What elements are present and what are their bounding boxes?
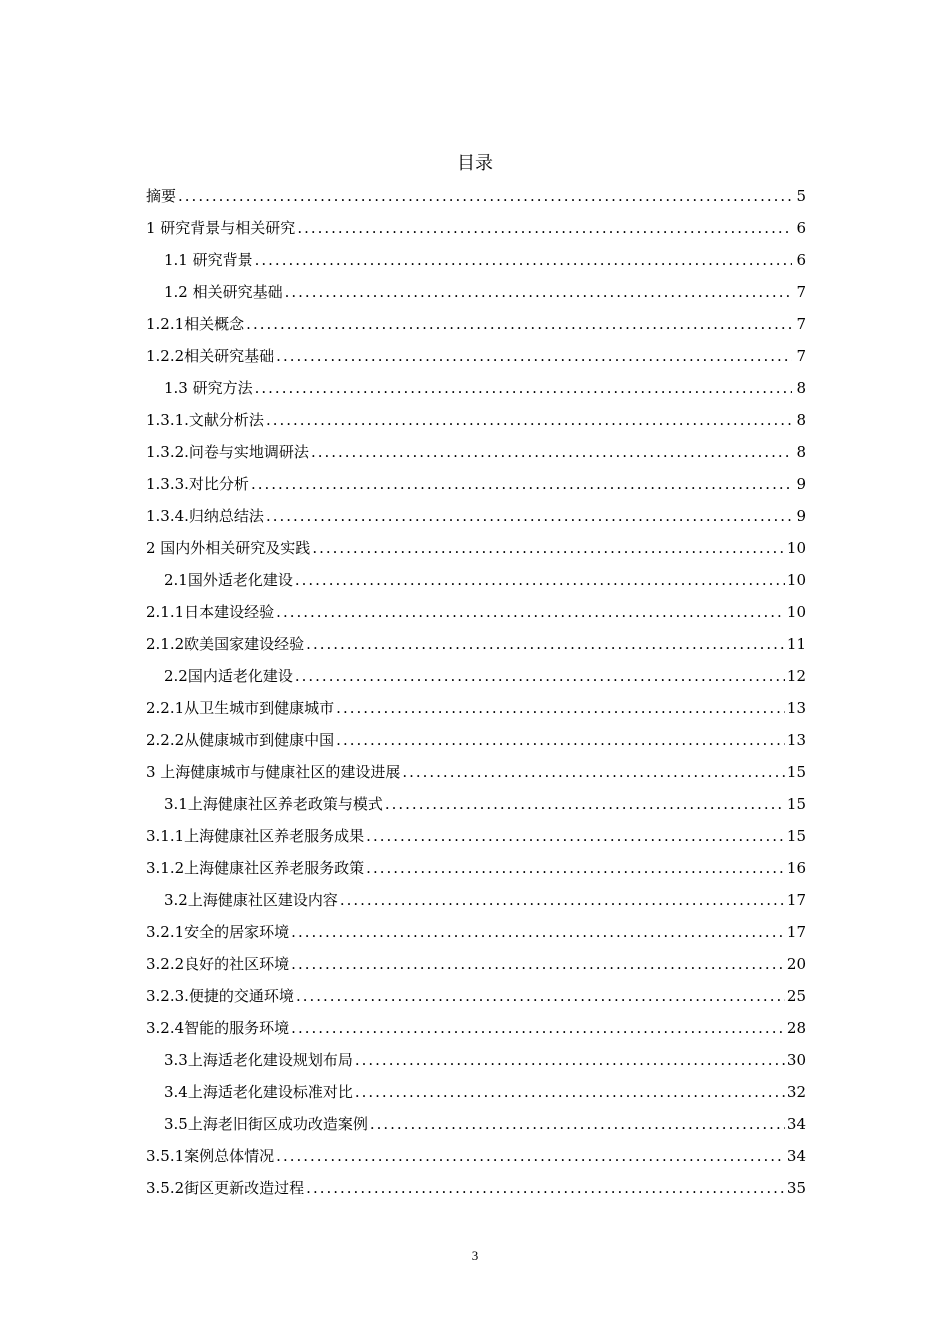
toc-entry-text: 2.2.2从健康城市到健康中国 — [146, 731, 335, 749]
toc-entry-text: 3.2.4智能的服务环境 — [146, 1019, 290, 1037]
toc-dot-leader — [296, 980, 785, 1012]
toc-entry[interactable] — [146, 180, 806, 212]
toc-dot-leader — [355, 1076, 785, 1108]
toc-entry-text: 1.3.1.文献分析法 — [146, 411, 264, 429]
toc-dot-leader — [246, 308, 792, 340]
toc-entry-page: 17 — [786, 923, 806, 941]
toc-dot-leader — [266, 404, 792, 436]
toc-entry[interactable] — [146, 1140, 806, 1172]
toc-dot-leader — [266, 500, 792, 532]
toc-entry-page: 10 — [786, 571, 806, 589]
toc-dot-leader — [340, 884, 785, 916]
toc-dot-leader — [366, 852, 785, 884]
toc-dot-leader — [251, 468, 792, 500]
toc-entry-text: 1.2.1相关概念 — [146, 315, 245, 333]
toc-dot-leader — [291, 916, 785, 948]
toc-dot-leader — [255, 372, 792, 404]
toc-dot-leader — [291, 948, 785, 980]
toc-entry[interactable] — [146, 596, 806, 628]
toc-entry-text: 3.4上海适老化建设标准对比 — [164, 1083, 353, 1101]
toc-entry-page: 35 — [786, 1179, 806, 1197]
toc-entry[interactable] — [146, 692, 806, 724]
toc-dot-leader — [336, 724, 785, 756]
toc-dot-leader — [312, 532, 785, 564]
toc-dot-leader — [276, 1140, 785, 1172]
toc-entry-page: 34 — [786, 1147, 806, 1165]
toc-dot-leader — [178, 180, 792, 212]
toc-entry[interactable] — [146, 660, 806, 692]
toc-entry[interactable] — [146, 372, 806, 404]
toc-entry[interactable] — [146, 1076, 806, 1108]
toc-entry[interactable] — [146, 276, 806, 308]
toc-entry[interactable] — [146, 980, 806, 1012]
toc-entry[interactable] — [146, 404, 806, 436]
toc-dot-leader — [291, 1012, 785, 1044]
toc-entry-page: 11 — [786, 635, 806, 653]
toc-entry-page: 28 — [786, 1019, 806, 1037]
toc-entry-text: 3.2.1安全的居家环境 — [146, 923, 290, 941]
toc-entry-page: 15 — [786, 795, 806, 813]
toc-entry-text: 2.2国内适老化建设 — [164, 667, 293, 685]
page-number: 3 — [471, 1248, 479, 1263]
toc-dot-leader — [295, 660, 785, 692]
toc-entry[interactable] — [146, 1012, 806, 1044]
toc-dot-leader — [385, 788, 785, 820]
toc-entry-text: 2.2.1从卫生城市到健康城市 — [146, 699, 335, 717]
toc-dot-leader — [297, 212, 792, 244]
toc-entry-text: 1.3.3.对比分析 — [146, 475, 249, 493]
toc-entry-text: 摘要 — [146, 187, 177, 205]
toc-entry-text: 1.2 相关研究基础 — [164, 283, 283, 301]
toc-entry-page: 25 — [786, 987, 806, 1005]
toc-entry-text: 1.1 研究背景 — [164, 251, 253, 269]
toc-entry-text: 3.1.2上海健康社区养老服务政策 — [146, 859, 365, 877]
toc-entry-text: 2 国内外相关研究及实践 — [146, 539, 311, 557]
toc-dot-leader — [370, 1108, 785, 1140]
toc-entry-text: 1.3 研究方法 — [164, 379, 253, 397]
toc-dot-leader — [355, 1044, 785, 1076]
toc-entry[interactable] — [146, 916, 806, 948]
toc-entry-page: 8 — [796, 411, 806, 429]
toc-entry-page: 15 — [786, 827, 806, 845]
toc-entry[interactable] — [146, 820, 806, 852]
toc-entry-text: 2.1国外适老化建设 — [164, 571, 293, 589]
toc-entry-text: 3.1.1上海健康社区养老服务成果 — [146, 827, 365, 845]
toc-entry-text: 1.3.4.归纳总结法 — [146, 507, 264, 525]
toc-entry-page: 5 — [796, 187, 806, 205]
toc-entry-text: 3.3上海适老化建设规划布局 — [164, 1051, 353, 1069]
toc-entry[interactable] — [146, 212, 806, 244]
toc-entry-text: 3.2上海健康社区建设内容 — [164, 891, 338, 909]
toc-entry-page: 13 — [786, 699, 806, 717]
toc-entry-text: 3.5上海老旧街区成功改造案例 — [164, 1115, 368, 1133]
toc-entry-page: 10 — [786, 603, 806, 621]
toc-dot-leader — [311, 436, 792, 468]
toc-entry-page: 10 — [786, 539, 806, 557]
toc-entry-page: 20 — [786, 955, 806, 973]
toc-entry-page: 6 — [796, 219, 806, 237]
toc-entry-page: 32 — [786, 1083, 806, 1101]
toc-list — [146, 180, 806, 1204]
toc-title: 目录 — [457, 153, 493, 174]
toc-entry[interactable] — [146, 756, 806, 788]
toc-entry-text: 1 研究背景与相关研究 — [146, 219, 296, 237]
toc-entry-page: 6 — [796, 251, 806, 269]
toc-entry[interactable] — [146, 564, 806, 596]
toc-entry-page: 7 — [796, 315, 806, 333]
toc-dot-leader — [336, 692, 785, 724]
toc-dot-leader — [366, 820, 785, 852]
toc-dot-leader — [402, 756, 785, 788]
toc-entry-page: 12 — [786, 667, 806, 685]
toc-entry[interactable] — [146, 628, 806, 660]
toc-entry-text: 3.5.2街区更新改造过程 — [146, 1179, 305, 1197]
toc-dot-leader — [306, 628, 785, 660]
toc-dot-leader — [276, 340, 792, 372]
toc-entry[interactable] — [146, 436, 806, 468]
toc-entry[interactable] — [146, 1108, 806, 1140]
toc-entry-page: 9 — [796, 507, 806, 525]
toc-entry[interactable] — [146, 308, 806, 340]
toc-entry[interactable] — [146, 1172, 806, 1204]
toc-entry[interactable] — [146, 532, 806, 564]
toc-entry-text: 3.2.3.便捷的交通环境 — [146, 987, 294, 1005]
toc-dot-leader — [285, 276, 792, 308]
toc-entry[interactable] — [146, 884, 806, 916]
toc-entry-page: 16 — [786, 859, 806, 877]
toc-entry-text: 2.1.1日本建设经验 — [146, 603, 275, 621]
toc-entry-page: 17 — [786, 891, 806, 909]
toc-entry-page: 15 — [786, 763, 806, 781]
toc-dot-leader — [295, 564, 785, 596]
toc-dot-leader — [306, 1172, 785, 1204]
toc-entry-page: 13 — [786, 731, 806, 749]
toc-entry-page: 8 — [796, 443, 806, 461]
toc-entry-text: 3.5.1案例总体情况 — [146, 1147, 275, 1165]
toc-entry-page: 7 — [796, 347, 806, 365]
toc-entry[interactable] — [146, 1044, 806, 1076]
toc-entry-text: 3 上海健康城市与健康社区的建设进展 — [146, 763, 401, 781]
toc-entry[interactable] — [146, 244, 806, 276]
toc-entry-page: 7 — [796, 283, 806, 301]
toc-dot-leader — [276, 596, 785, 628]
toc-entry[interactable] — [146, 500, 806, 532]
toc-entry[interactable] — [146, 788, 806, 820]
toc-entry[interactable] — [146, 852, 806, 884]
toc-entry-page: 34 — [786, 1115, 806, 1133]
toc-entry-page: 30 — [786, 1051, 806, 1069]
toc-entry-text: 3.1上海健康社区养老政策与模式 — [164, 795, 383, 813]
toc-entry-page: 8 — [796, 379, 806, 397]
toc-dot-leader — [255, 244, 792, 276]
toc-entry-text: 1.2.2相关研究基础 — [146, 347, 275, 365]
toc-entry-text: 2.1.2欧美国家建设经验 — [146, 635, 305, 653]
toc-entry[interactable] — [146, 468, 806, 500]
toc-entry[interactable] — [146, 340, 806, 372]
toc-entry-text: 3.2.2良好的社区环境 — [146, 955, 290, 973]
toc-entry-page: 9 — [796, 475, 806, 493]
toc-entry-text: 1.3.2.问卷与实地调研法 — [146, 443, 309, 461]
toc-entry[interactable] — [146, 948, 806, 980]
toc-entry[interactable] — [146, 724, 806, 756]
